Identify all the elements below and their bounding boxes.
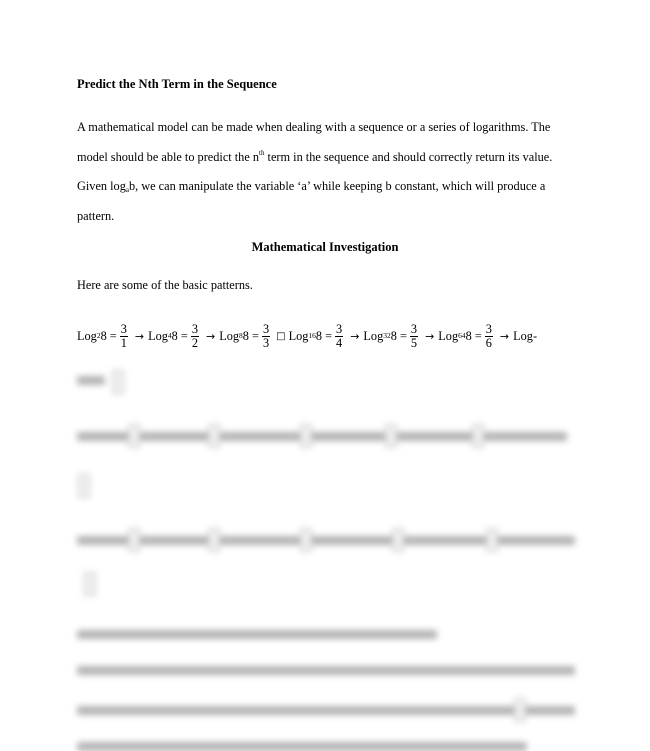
document-title: Predict the Nth Term in the Sequence <box>77 77 277 91</box>
sequence-term: Log 32 8 = <box>363 328 407 343</box>
paragraph-text-2: term in the sequence and should correctly return its value. Given log <box>77 149 553 193</box>
paragraph-text-1: A mathematical model can be made when dealing with a sequence or a series of logarithms. The model should be able to predict the n <box>77 120 551 164</box>
blurred-line <box>77 432 567 441</box>
patterns-intro: Here are some of the basic patterns. <box>77 278 253 292</box>
sequence-term: Log 64 8 = <box>438 328 482 343</box>
section-heading: Mathematical Investigation <box>251 240 399 254</box>
blurred-line <box>77 536 575 545</box>
blurred-fraction-box <box>84 572 96 596</box>
right-arrow-icon: → <box>499 329 510 343</box>
sequence-fraction: $\frac{3}{4}$ <box>336 321 343 350</box>
blurred-fraction-box <box>208 528 220 552</box>
paragraph-subscript: a <box>125 186 129 194</box>
blurred-fraction-box <box>112 370 124 394</box>
blurred-line <box>77 630 437 639</box>
paragraph-text-3: b, we can manipulate the variable ‘a’ while keeping b constant, which will produce a pattern. <box>77 179 546 223</box>
blurred-fraction-box <box>128 424 140 448</box>
blurred-fraction-box <box>472 424 484 448</box>
right-arrow-icon: → <box>134 329 145 343</box>
sequence-term: Log 8 8 = <box>219 328 259 343</box>
paragraph-superscript: th <box>259 148 265 157</box>
blurred-preview-content <box>0 360 650 750</box>
blurred-line <box>77 376 105 385</box>
blurred-fraction-box <box>486 528 498 552</box>
blurred-fraction-box <box>78 474 90 498</box>
sequence-fraction: $\frac{3}{5}$ <box>410 321 418 350</box>
sequence-term: Log 4 8 = <box>148 328 188 343</box>
sequence-tail: Log- <box>513 328 538 343</box>
sequence-fraction: $\frac{3}{3}$ <box>262 321 270 350</box>
sequence-fraction: $\frac{3}{1}$ <box>120 321 127 350</box>
right-arrow-icon: → <box>206 329 216 343</box>
blurred-fraction-box <box>128 528 140 552</box>
blurred-line <box>77 666 575 675</box>
blurred-fraction-box <box>208 424 220 448</box>
right-arrow-icon: → <box>350 329 360 343</box>
log-sequence <box>77 316 537 356</box>
sequence-term: Log 2 8 = <box>77 328 117 343</box>
blurred-fraction-box <box>300 424 312 448</box>
right-arrow-icon: → <box>425 329 435 343</box>
blurred-line <box>77 706 575 715</box>
intro-paragraph <box>77 113 575 231</box>
blurred-fraction-box <box>385 424 397 448</box>
sequence-term: Log 16 8 = <box>288 328 333 343</box>
sequence-fraction: $\frac{3}{6}$ <box>485 321 492 350</box>
blurred-fraction-box <box>514 698 526 722</box>
sequence-fraction: $\frac{3}{2}$ <box>191 321 198 350</box>
missing-glyph-icon: □ <box>276 330 286 342</box>
blurred-fraction-box <box>300 528 312 552</box>
blurred-fraction-box <box>392 528 404 552</box>
